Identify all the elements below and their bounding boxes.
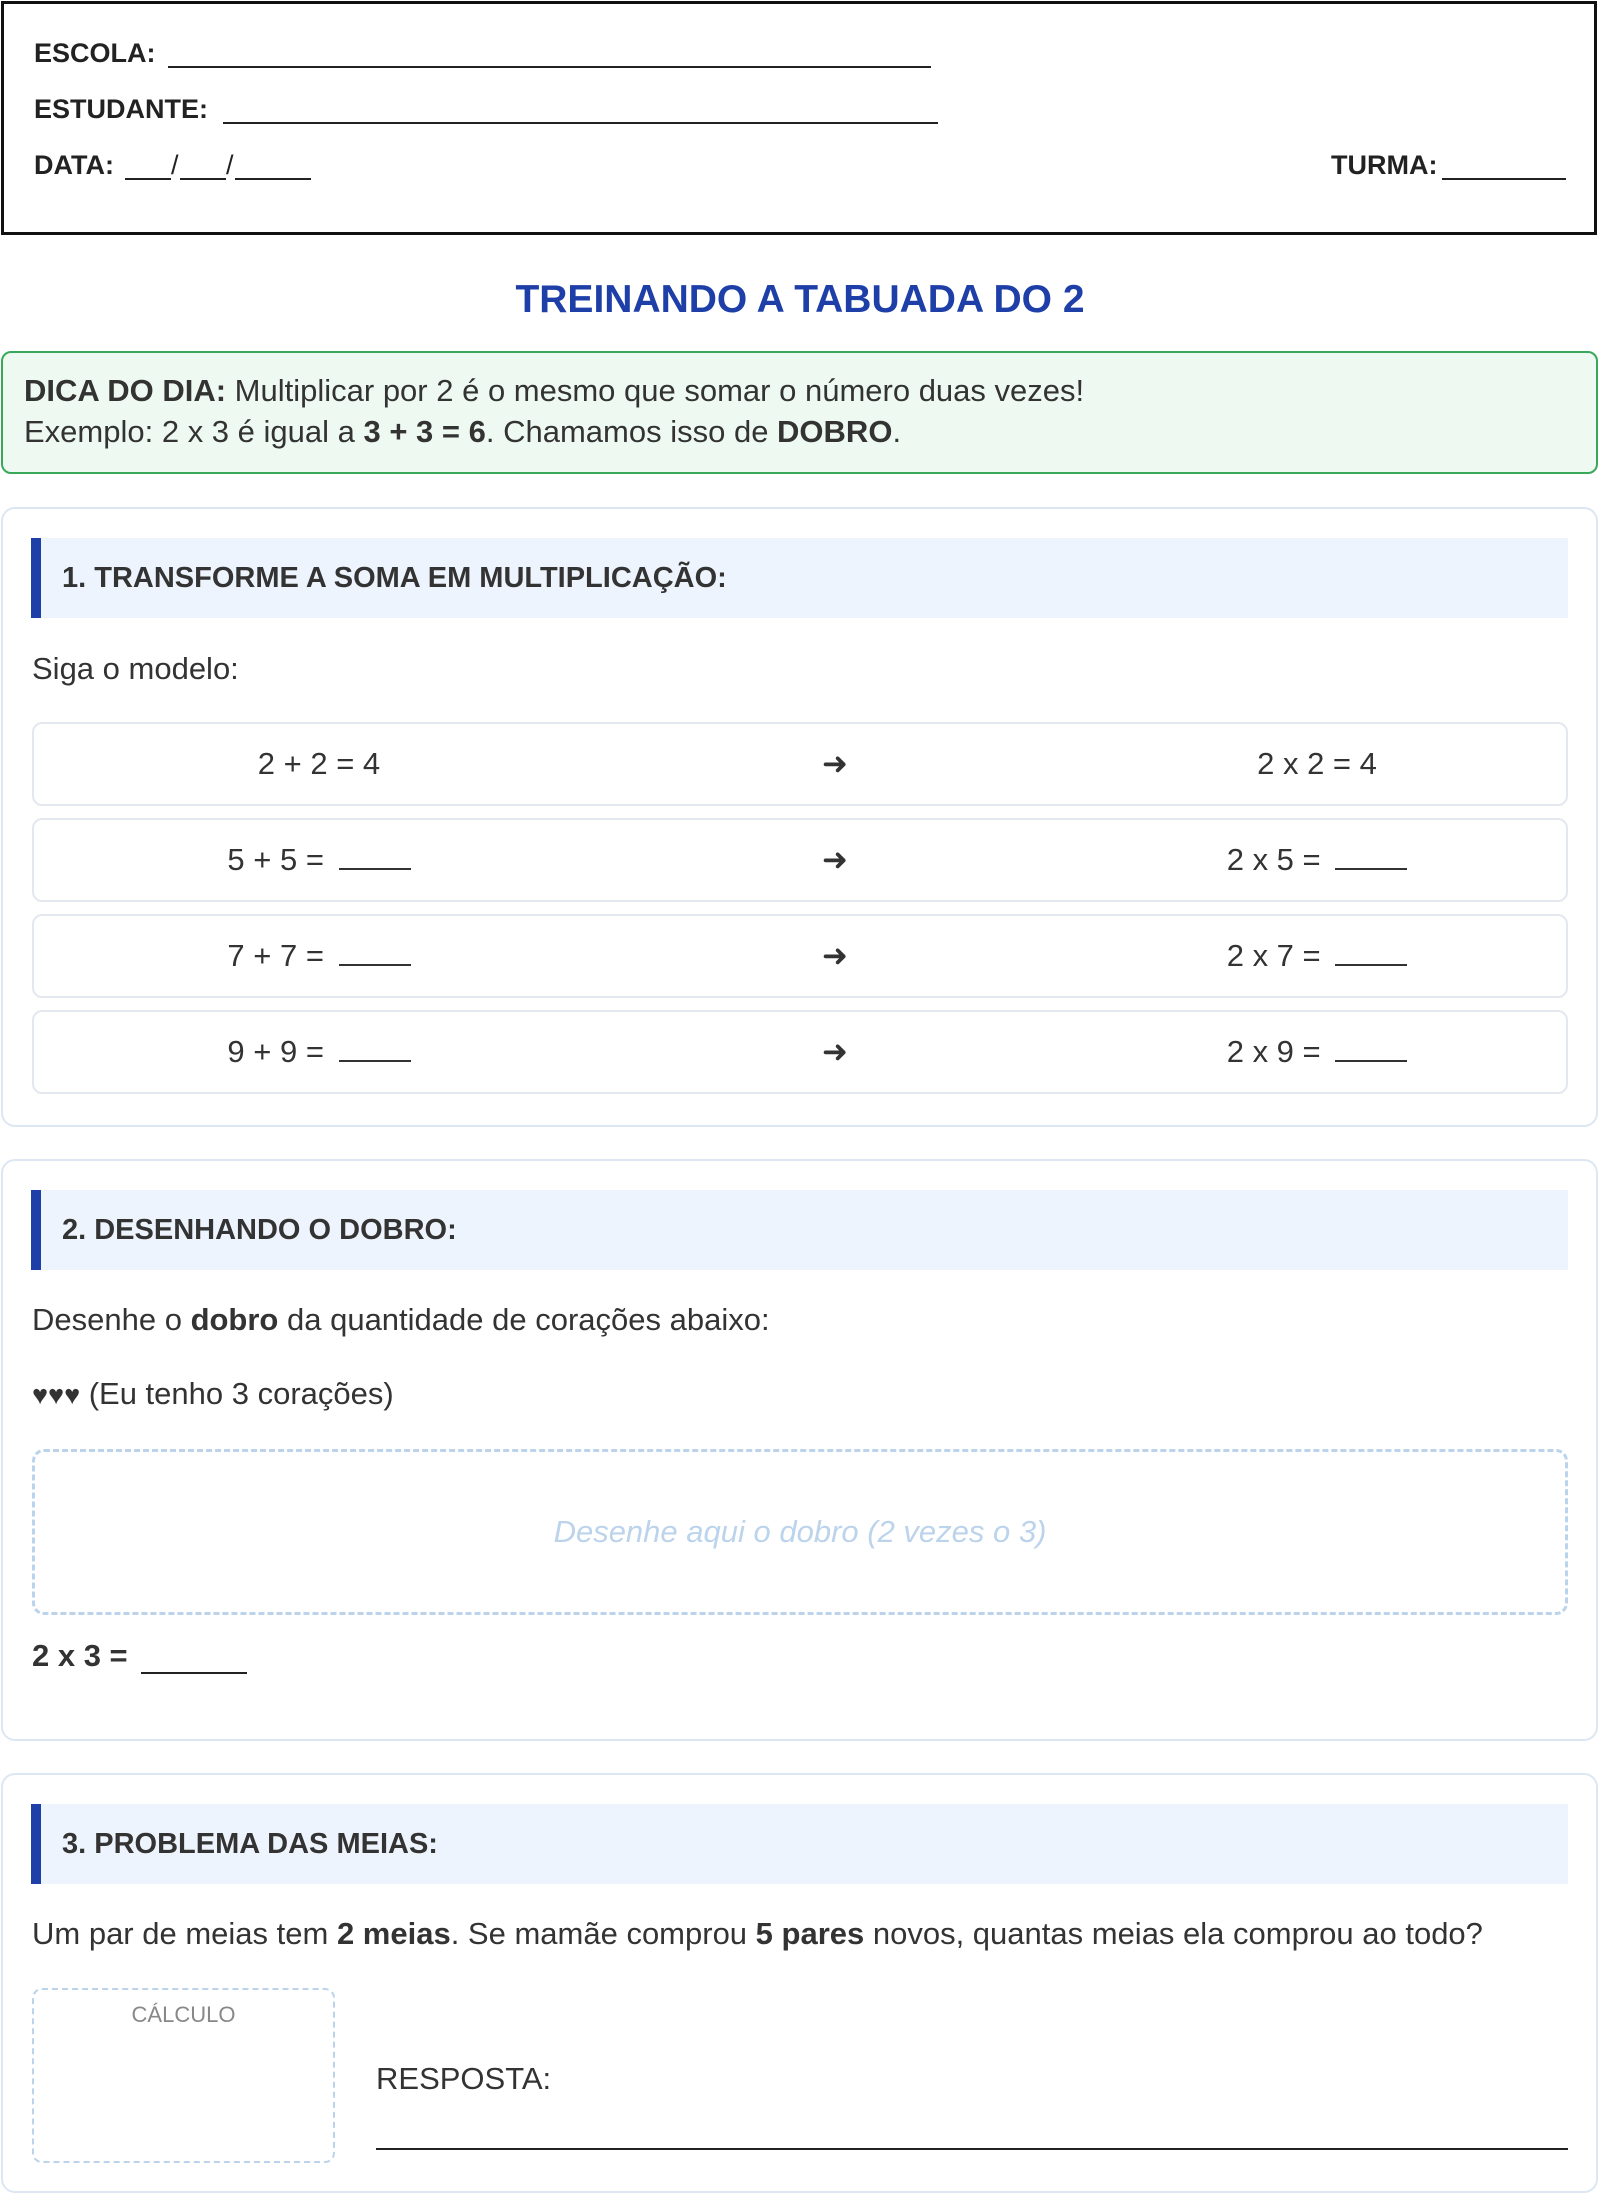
multiplication-expression: 2 x 2 = 4 (1257, 746, 1377, 781)
student-info-box (1, 1, 1597, 235)
multiplication-expression: 2 x 9 = (1226, 1034, 1330, 1069)
sum-cell (34, 916, 604, 996)
estudante-field[interactable] (223, 122, 938, 124)
sum-expression: 5 + 5 = (227, 842, 333, 877)
section-1-instruction: Siga o modelo: (32, 651, 239, 686)
hearts-line: ♥♥♥ (Eu tenho 3 corações) (32, 1376, 394, 1411)
equation-label: 2 x 3 = (32, 1638, 128, 1673)
tip-box (1, 351, 1598, 474)
mult-cell (1066, 1012, 1568, 1092)
answer-blank[interactable] (339, 1034, 411, 1062)
data-day-field[interactable] (125, 178, 171, 180)
section-3-heading: 3. PROBLEMA DAS MEIAS: (31, 1804, 1568, 1884)
sum-row (32, 1010, 1568, 1094)
answer-blank[interactable] (1335, 938, 1407, 966)
section-1-heading: 1. TRANSFORME A SOMA EM MULTIPLICAÇÃO: (31, 538, 1568, 618)
multiplication-expression: 2 x 5 = (1226, 842, 1330, 877)
sum-row (32, 914, 1568, 998)
multiplication-expression: 2 x 7 = (1226, 938, 1330, 973)
date-slash: / (226, 150, 234, 180)
mult-cell (1066, 820, 1568, 900)
answer-line[interactable] (376, 2148, 1568, 2150)
tip-label: DICA DO DIA: (24, 373, 227, 408)
arrow-icon: ➜ (822, 1034, 848, 1069)
answer-blank[interactable] (1335, 1034, 1407, 1062)
sum-expression: 9 + 9 = (227, 1034, 333, 1069)
section-3-question: Um par de meias tem 2 meias. Se mamãe comprou 5 pares novos, quantas meias ela comprou ao todo? (32, 1916, 1483, 1951)
sum-row (32, 818, 1568, 902)
answer-blank[interactable] (1335, 842, 1407, 870)
heart-icon: ♥♥♥ (32, 1380, 81, 1410)
mult-cell (1066, 916, 1568, 996)
sum-expression: 2 + 2 = 4 (257, 746, 381, 781)
tip-line-1: DICA DO DIA: Multiplicar por 2 é o mesmo que somar o número duas vezes! (24, 373, 1085, 408)
sum-cell (34, 820, 604, 900)
answer-label: RESPOSTA: (376, 2061, 552, 2096)
section-2-heading: 2. DESENHANDO O DOBRO: (31, 1190, 1568, 1270)
turma-field[interactable] (1442, 178, 1566, 180)
sum-row (32, 722, 1568, 806)
escola-field[interactable] (168, 66, 931, 68)
sum-cell (34, 1012, 604, 1092)
tip-line-2: Exemplo: 2 x 3 é igual a 3 + 3 = 6. Chamamos isso de DOBRO. (24, 414, 902, 449)
arrow-icon: ➜ (822, 938, 848, 973)
turma-label: TURMA: (1331, 150, 1438, 180)
data-year-field[interactable] (235, 178, 311, 180)
drawing-area[interactable]: Desenhe aqui o dobro (2 vezes o 3) (32, 1449, 1568, 1615)
equation-answer-blank[interactable] (141, 1672, 247, 1674)
arrow-icon: ➜ (822, 842, 848, 877)
calculation-box[interactable] (32, 1988, 335, 2163)
calculation-label: CÁLCULO (131, 2002, 236, 2027)
data-month-field[interactable] (180, 178, 226, 180)
section-2-instruction: Desenhe o dobro da quantidade de corações abaixo: (32, 1302, 770, 1337)
sum-expression: 7 + 7 = (227, 938, 333, 973)
date-slash: / (171, 150, 179, 180)
escola-label: ESCOLA: (34, 38, 156, 68)
arrow-icon: ➜ (822, 746, 848, 781)
answer-blank[interactable] (339, 842, 411, 870)
estudante-label: ESTUDANTE: (34, 94, 208, 124)
answer-blank[interactable] (339, 938, 411, 966)
data-label: DATA: (34, 150, 114, 180)
page-title: TREINANDO A TABUADA DO 2 (515, 278, 1085, 321)
